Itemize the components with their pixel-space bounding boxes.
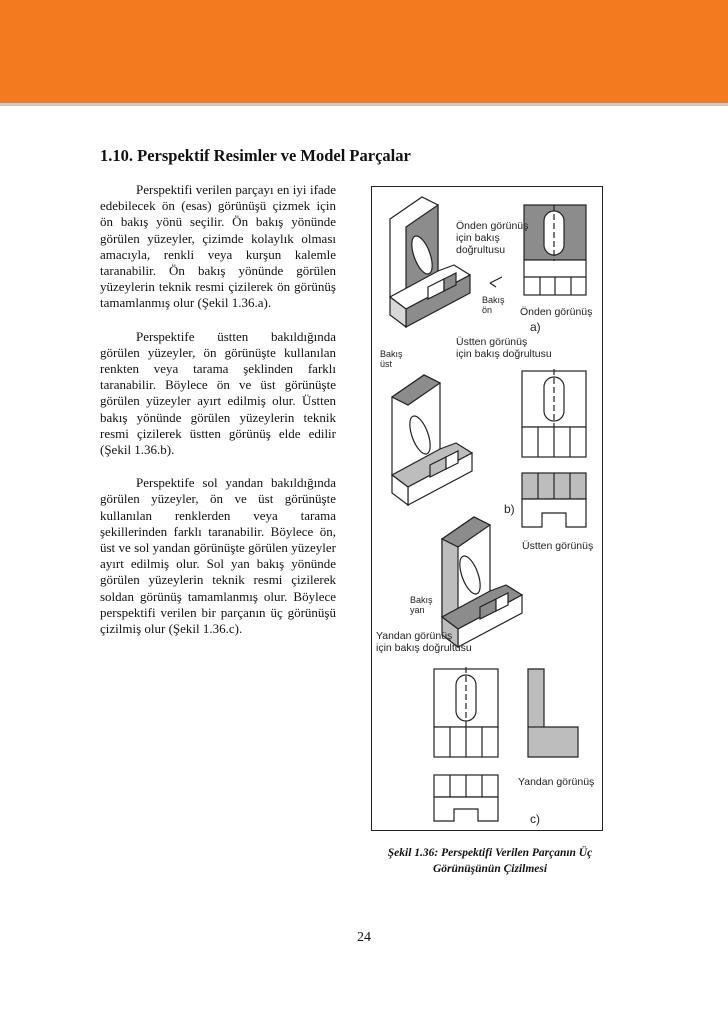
label-top-view: Üstten görünüş (522, 540, 594, 552)
label-part-b: b) (504, 502, 515, 516)
figure-caption (374, 846, 606, 877)
view-arrow-a (490, 277, 502, 287)
isometric-part-a (390, 197, 470, 327)
label-bakis-on-1: Bakış (482, 295, 505, 305)
page-number: 24 (357, 930, 371, 945)
label-front-view: Önden görünüş (520, 306, 593, 318)
label-bakis-ust-2: üst (380, 359, 393, 369)
technical-drawing (372, 187, 601, 829)
isometric-part-c (442, 517, 522, 647)
caption-line-2: Görünüşünün Çizilmesi (432, 862, 548, 875)
section-heading: 1.10. Perspektif Resimler ve Model Parçalar (100, 146, 411, 165)
label-side-view: Yandan görünüş (518, 776, 595, 788)
paragraph-side-view: Perspektife sol yandan bakıldığında görülen yüzeyler, ön ve üst görünüşte kullanılan renklerden veya tarama şekillerinden farklı taranabilir. Böylece ön, üst ve sol yandan görünüşte görülen yüzeyler ayırt edilmiş olur. Sol yan bakış yönünde görülen yüzeylerin teknik resmi çizilerek soldan görünüş tamamlanmış olur. Böylece perspektifi verilen bir parçanın üç görünüşü çizilmiş olur (Şekil 1.36.c). (100, 475, 336, 637)
label-front-dir-1: Önden görünüş (456, 220, 529, 232)
figure-1-36 (371, 186, 603, 831)
paragraph-top-view: Perspektife üstten bakıldığında görülen yüzeyler, ön görünüşte kullanılan renkten veya tarama şeklinden farklı taranabilir. Böylece ön ve üst görünüşte görülen yüzeyler ayırt edilmiş olur. Üstten bakış yönünde görülen yüzeylerin teknik resmi çizilerek üstten görünüş elde edilir (Şekil 1.36.b). (100, 328, 336, 458)
label-front-dir-3: doğrultusu (456, 244, 506, 256)
isometric-part-b (392, 375, 472, 505)
label-bakis-yan-1: Bakış (410, 595, 433, 605)
label-bakis-ust-1: Bakış (380, 349, 403, 359)
label-top-dir-2: için bakış doğrultusu (456, 348, 552, 360)
label-bakis-on-2: ön (482, 305, 493, 315)
label-part-a: a) (530, 320, 541, 334)
label-side-dir-1: Yandan görünüş (376, 630, 453, 642)
top-view-b (522, 473, 586, 527)
front-view-b (522, 369, 586, 457)
front-view-a (524, 205, 586, 295)
side-view-c (528, 669, 578, 757)
header-banner (0, 0, 728, 103)
top-view-c (434, 775, 498, 821)
label-side-dir-2: için bakış doğrultusu (376, 642, 472, 654)
front-view-c (434, 667, 498, 757)
label-front-dir-2: için bakış (456, 232, 500, 244)
label-bakis-yan-2: yan (410, 605, 425, 615)
label-part-c: c) (530, 812, 540, 826)
caption-line-1: Şekil 1.36: Perspektifi Verilen Parçanın Üç (387, 847, 593, 859)
header-divider (0, 103, 728, 106)
label-top-dir-1: Üstten görünüş (456, 336, 528, 348)
body-text (100, 182, 336, 654)
paragraph-front-view: Perspektifi verilen parçayı en iyi ifade edebilecek ön (esas) görünüşü çizmek için ön bakış yönü seçilir. Ön bakış yönünde görülen yüzeyler, çizimde kolaylık olması amacıyla, renkli veya kurşun kalemle taranabilir. Ön bakış yönünde görülen yüzeylerin teknik resmi çizilerek ön görünüş tamamlanmış olur (Şekil 1.36.a). (100, 182, 336, 311)
